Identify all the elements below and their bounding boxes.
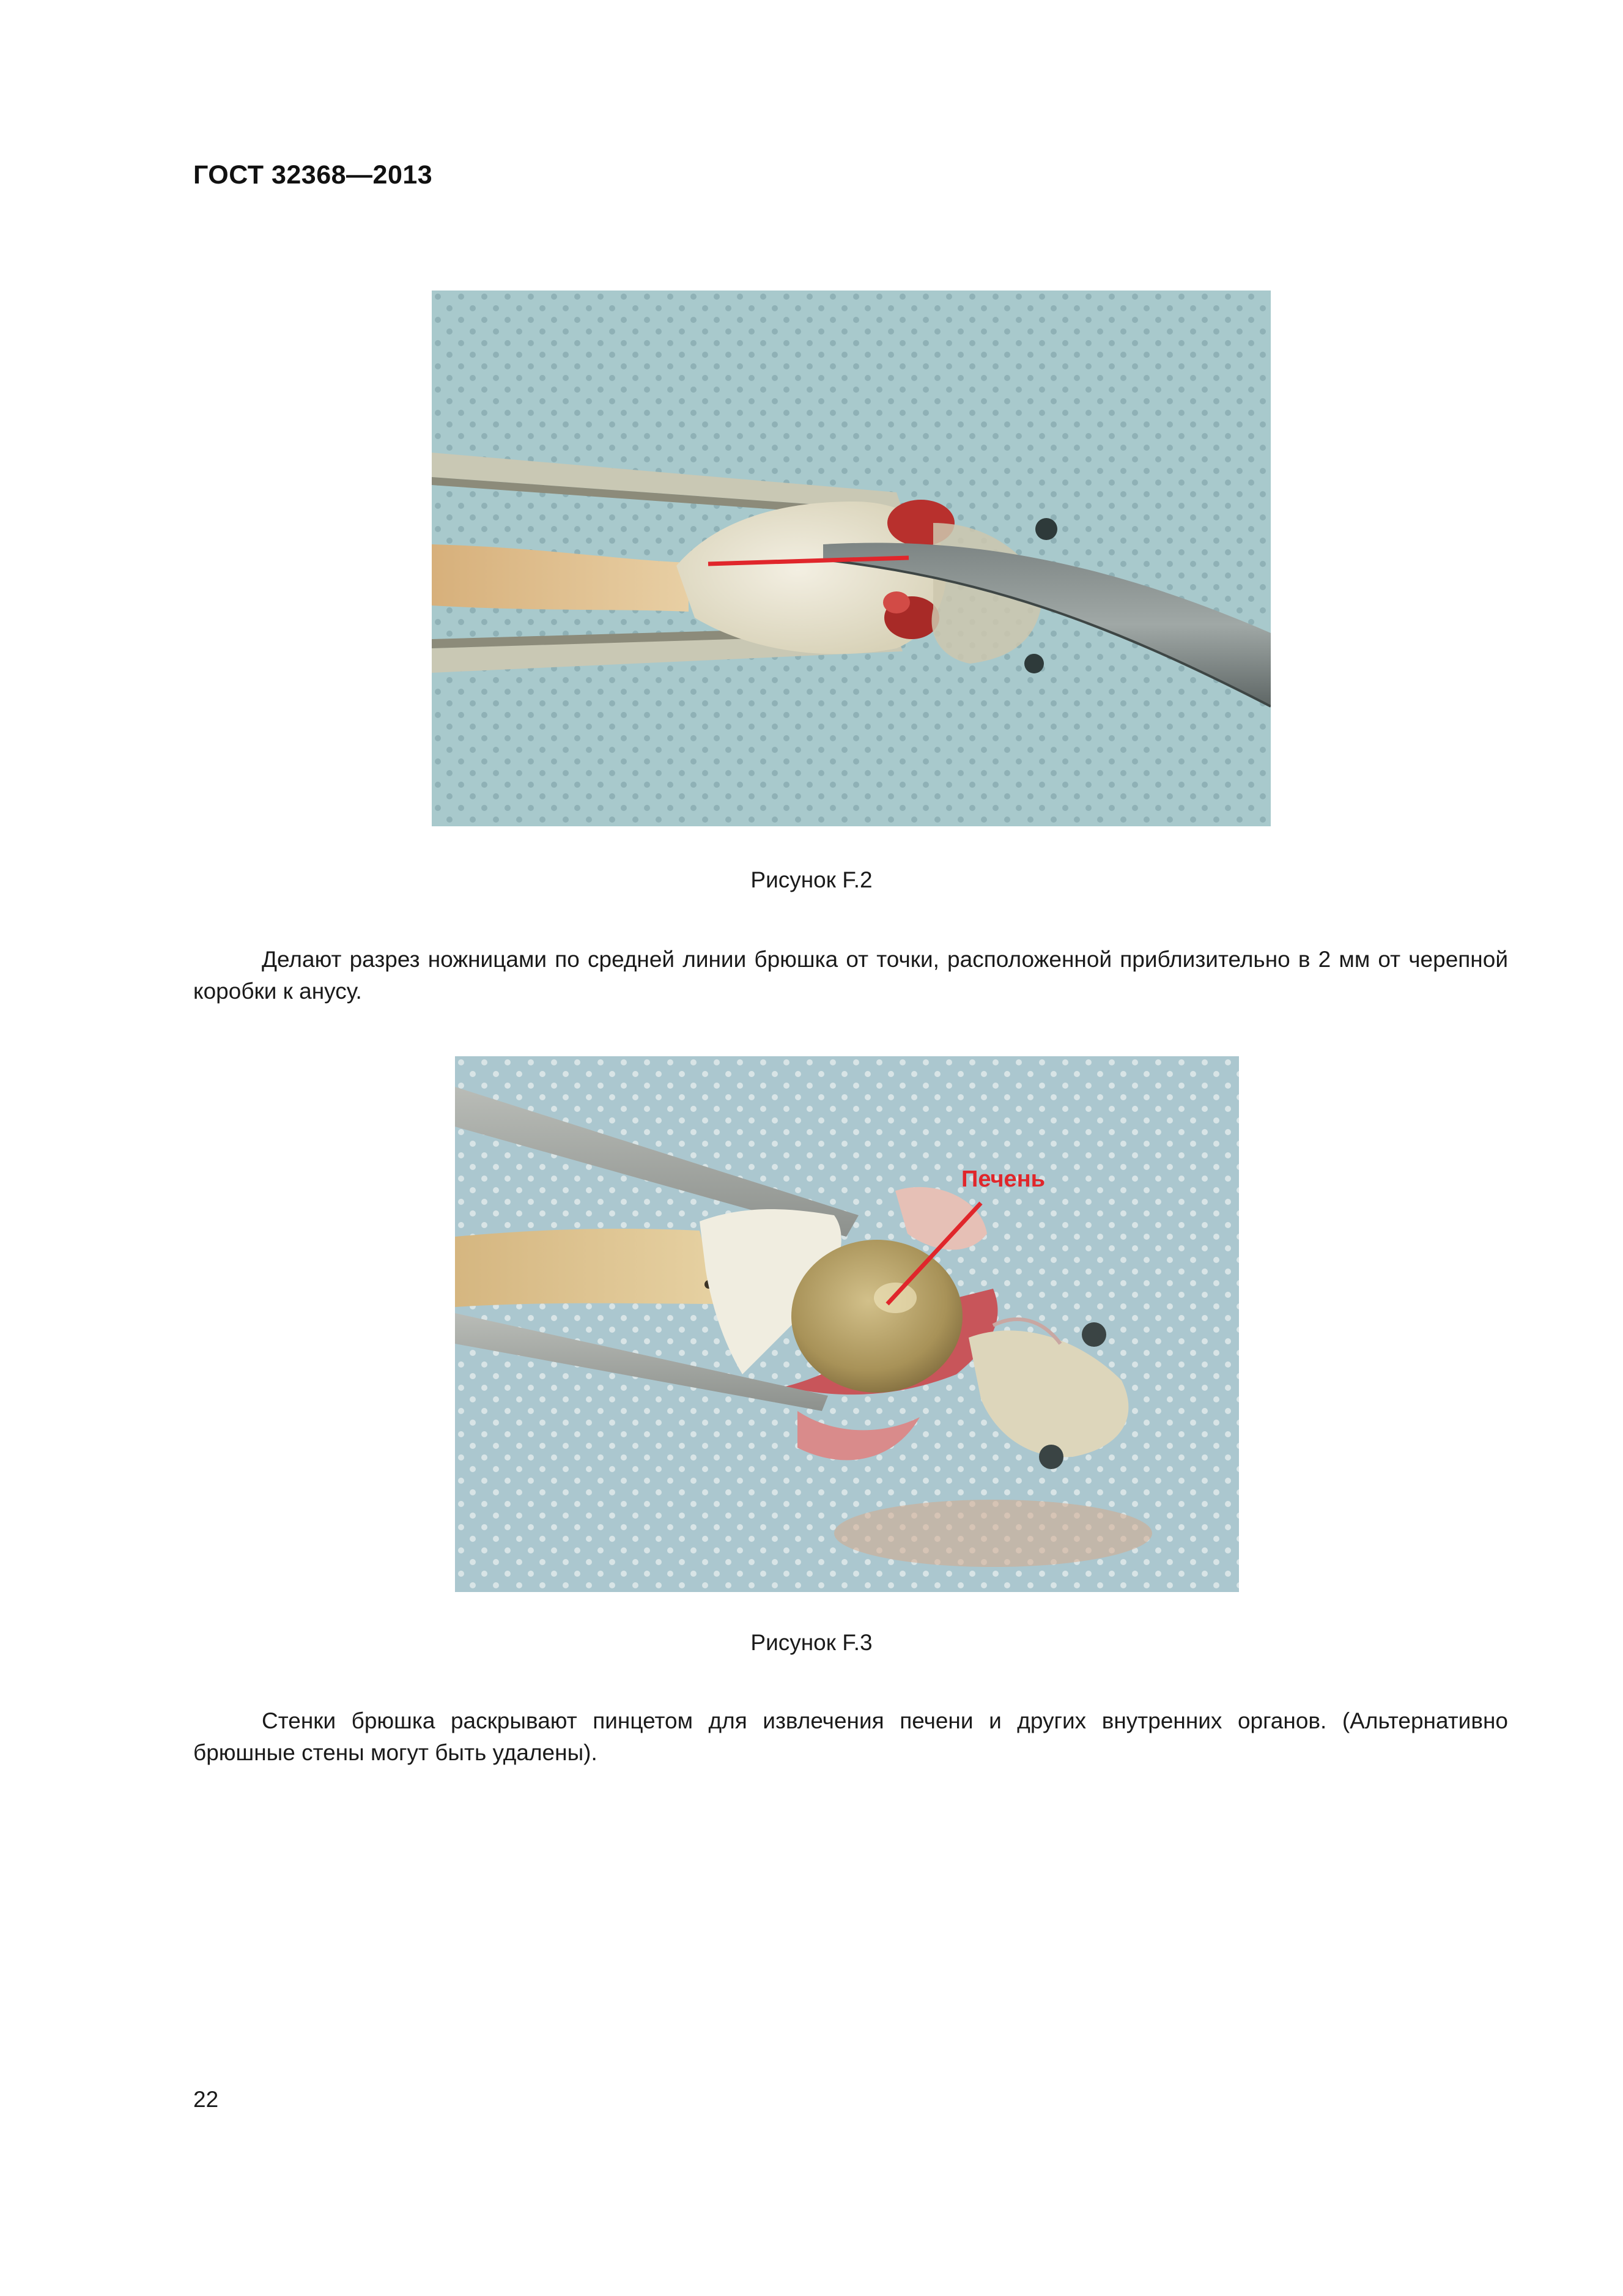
- annotation-label-liver: Печень: [961, 1166, 1046, 1192]
- body-paragraph: Делают разрез ножницами по средней линии брюшка от точки, расположенной приблизительно в 2 мм от черепной коробки к анусу.: [193, 947, 1508, 1004]
- figure-photo-f2: [432, 291, 1271, 826]
- fish-dissection-photo: [432, 291, 1271, 826]
- fish-dissection-photo: [455, 1056, 1239, 1592]
- figure-caption-f2: Рисунок F.2: [750, 867, 873, 892]
- figure-photo-f3: [455, 1056, 1239, 1592]
- body-paragraph: Стенки брюшка раскрывают пинцетом для извлечения печени и других внутренних органов. (Альтернативно брюшные стены могут быть удалены).: [193, 1708, 1508, 1765]
- figure-caption-f3: Рисунок F.3: [750, 1630, 873, 1655]
- document-header: ГОСТ 32368—2013: [193, 160, 433, 190]
- page-number: 22: [193, 2087, 219, 2112]
